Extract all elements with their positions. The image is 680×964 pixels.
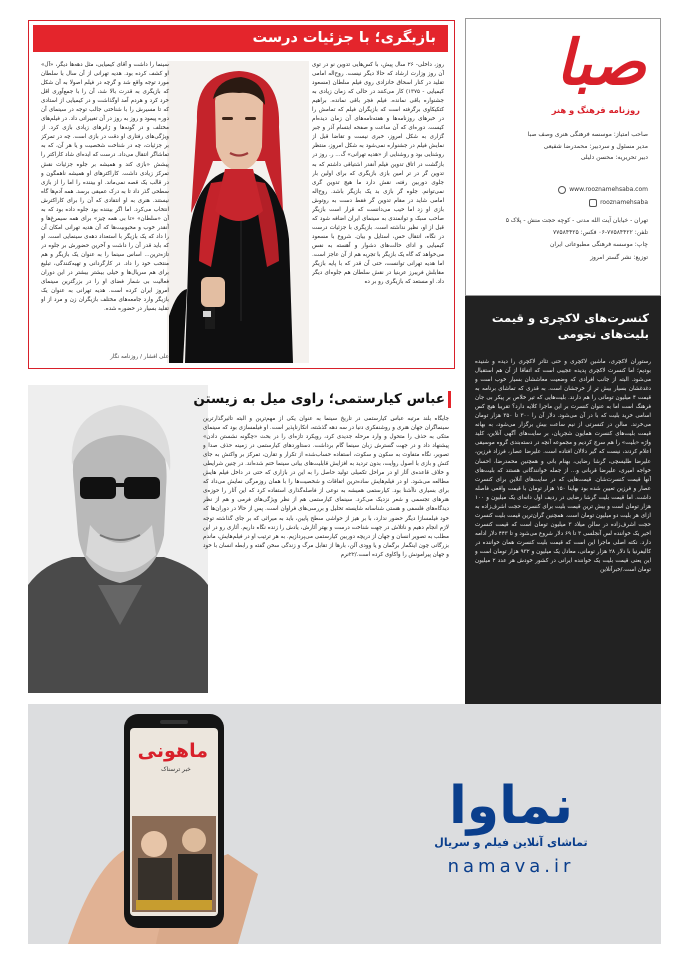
namava-url[interactable]: namava.ir — [447, 856, 575, 877]
concert-article — [465, 296, 661, 716]
logo-text: صبا — [555, 26, 646, 99]
masthead-chief: دبیر تحریریه: محسن دلیلی — [580, 154, 648, 162]
masthead-owner: صاحب امتیاز: موسسه فرهنگی هنری وصف صبا — [527, 131, 648, 138]
website-link[interactable]: www.rooznamehsaba.com — [569, 186, 648, 193]
phone-poster-subtitle: خبر ترسناک — [161, 766, 191, 773]
namava-tagline: تماشای آنلاین فیلم و سریال — [434, 836, 588, 849]
kiarostami-article — [28, 385, 455, 693]
masthead-social — [476, 183, 648, 209]
kiarostami-body: جایگاه بلند مرتبه عباس کیارستمی در تاریخ سینما به عنوان یکی از مهم‌ترین و البته تأثیرگذارترین سینماگران جهان هنری و روشنفکری دنیا در سه دهه گذشته، انکارناپذیر است. او فیلمسازی بود که سینمای متکی به حذف را متحول و وارد مرحله جدیدی کرد، رویکرد تازه‌ای را در بحث «چگونه نشستن دادن» پیشنهاد داد و در جهت گسترش زبان سینما گام برداشت. دستاوردهای کیارستمی در زمینه حذف صدا و تصویر، نگاه متفاوت به سکون و سکوت، استفاده حساب‌شده از تکرار و تقارن، تمرکز بر واکنش به جای کنش و بازی با اصول روایت، بدون تردید به افزایش قابلیت‌های بیانی سینما ختم شده‌اند. در چنین شرایطی و خلاف قاعده‌ی آثار او در مراحل تکمیلی تولید حاصل را به این در بازاری که حتی در داخل فیلم هایش مطالعه می‌شود. او در فیلم‌هایش ساده‌ترین اتفاقات و شخصیت‌ها را با همان روزمرگی نمایش می‌داد که برای بسیاری ناآشنا بود. کیارستمی همیشه به نوعی از فاصله‌گذاری استفاده کرد که این آثار را حوزه‌ی هنرهای تجسمی و شعر نزدیک می‌کرد. سینمای کیارستمی هم از نظر ویژگی‌های فرمی و هم از نظر دیدگاه‌های فلسفی و هستی شناسانه شایسته تحلیل و بررسی‌های فراوان است. پس از حالا در دوران‌ها که خود فیلمسازا دیگر حضور ندارد، با بر هیز از حواشی سطح پایین، باید به میراثی که بر جای گذاشته توجه لازم انجام دهیم و ناتلاش در جهت شناخت درست و بهتر آثارش، یادش را زنده نگاه داریم. آثاری رو در این مطلب به تصویر انسان و جهان از دریچه دوربین کیارستمی می‌پردازیم. به هر ترتیب او در فیلم‌هایش، ماندم بزرگانی چون اینگمار برگمان و یا وودی آلن، بارها از تقابل مرگ و زندگی سخن گفته و رابطه انسان با خود و جهان پیرامونش را واکاوی کرده است./۲۲نرم — [203, 416, 449, 558]
address-line: تهران - خیابان آیت الله مدنی - کوچه حجت منش - پلاک ۵ — [505, 217, 648, 224]
concert-headline: کنسرت‌های لاکچری و قیمت بلیت‌های نجومی — [491, 311, 649, 341]
hedieh-headline: بازیگری؛ با جزئیات درست — [33, 25, 448, 52]
saba-logo — [480, 26, 650, 119]
hedieh-author-credit: علی افشار / روزنامه نگار — [110, 354, 169, 360]
director-photo — [28, 385, 208, 693]
logo-subtitle: روزنامه فرهنگ و هنر — [551, 105, 640, 115]
masthead — [465, 18, 661, 296]
instagram-row[interactable] — [476, 196, 648, 209]
website-row[interactable] — [476, 183, 648, 196]
hedieh-body-right: روز، داخلی- ۲۶ سال پیش، با کس‌هایی تدوین نو در توی آن روز وزارت ارشاد که حالا دیگر نیست. روح‌اله امامی تقلید در کنار اسحاق خانزادی روی فیلم سلطان (مسعود کیمیایی - ۱۳۷۵) کار می‌کنند در حالی که زمان زیادی به جشنواره باقی نمانده. فیلم فجر باقی نمانده. براهیم کتکیکاوی برگرفته است که بازیگران فیلم که تمامش را در خبرهای روزنامه‌ها و هفته‌نامه‌های آن زمان دیده‌ام کیست. دوره‌ای که آن ساعت و صفحه ابتسام آذر و جبر گزاری به شکل امروز، خبری نیست و تقاضا قبل از نمایش فیلم در جشنواره نمی‌شود به شکل امروز، منتظر روشنایی بود و روشنایی از «هدیه تهرانی» گ... ر. روز در بازگشت در اتاق تدوین فیلم آنقدر اشتیاقی داشتم که به تدوین گر در تر امین بازی بازیگری که برای اولین بار جلوی دوربین رفته، نقش دارد ما هیچ تدوین گری نمی‌توانم. جلوه گر بازی بد یک بازیگر باشد. روح‌اله امامی شاید در مقام تدوین گر فقط دست به روتوش بازی او زد اما حیب می‌دانست که قرار است بازیگر صاحب سبک و توانمندی به سینمای ایران اضافه شود که قبل از او، نظیر نداشته است. بازیگری با جزئیات درست در نگاه، انتقال حس، استایل و بیان. شروع با مسعود کیمیایی و ادای حالت‌های دشوار و آهسته به نفس می‌خواهد که گاه یک بازیگر با تجربه هم از آن عاجز است. اما هدیه تهرانی توانست، حتی آن قدر که با پایه بازیگر مقابلش فریبرز عربنیا در نقش سلطان هم جلوه‌ای دیگر داد. او مستعد که بازیگری رو بر ده — [312, 62, 444, 286]
globe-icon — [558, 186, 566, 194]
masthead-address — [476, 215, 648, 264]
instagram-icon — [589, 199, 597, 207]
title-accent-bar — [448, 391, 451, 408]
masthead-credits — [476, 129, 648, 164]
masthead-editor: مدیر مسئول و سردبیر: محمدرضا شفیعی — [543, 142, 648, 150]
namava-logo: نماوا — [448, 776, 574, 836]
distribution-line: توزیع: نشر گستر امروز — [590, 253, 648, 261]
instagram-handle[interactable]: rooznamehsaba — [600, 199, 648, 206]
hedieh-article — [28, 20, 455, 369]
actress-photo — [167, 61, 309, 363]
concert-body: رستوران لاکچری، ماشین لاکچری و حتی تئاتر لاکچری را دیده و شنیده بودیم؛ اما کنسرت لاکچری پدیده عجیبی است که اتفاقا از آن هم استقبال می‌شود. البته از جانب افرادی که وضعیت معاششان بسیار خوب است و دغدغشان بسیار بیش تر از خرجشان است. به قدری که تماشای برنامه به قیمت ۴ میلیون تومانی را هم دارند. بلیت‌هایی که تیر خلاص بر پیکر بی جان فرهنگ است اما به عنوان کنسرت بر این ماجرا کلایه دارد؟ تقریبا هیچ کس اسامی خرید بلیت که با در آن می‌شود. دلار آن را ۳۰۰ تا ۳۵۰ هزار تومان می‌خرند. سالن در کنسرتی از نیم ساعت بیش برگزار می‌شود، به بهانه قیمت بلیت‌های کنسرت همایون شجریان، بر سایت‌های آگهی آنلاین، کلید واژه «بلیت» را هم سرچ کردیم و مجموعه آنچه در دسته‌بندی گروه موسیقی اعلام کردند، نیست که گیر دلالان افتاده است. علیرضا عصار، فرزاد فرزین، علیرضا طلیسچی، گرشا رضایی، بهنام بانی و همچنین محمدرضا، احسان خواجه امیری، علیرضا قربانی و... از جمله خوانندگانی هستند که بلیت‌های آنها قیمت کنسرت‌شان. قیمت‌هایی که در سایت‌های آنلاین برای کنسرت عصار و فرزین تعیین شده بود بهاینا ۱۵۰ هزار تومان با قیمت واقعی فاصله داشت. اما قیمت بلیت گرشا رضایی در ردیف اول دانه‌ای یک میلیون و ۱۰۰ هزار تومان است و بیش ترین قیمت بلیت برای کنسرت حجت اشرف‌زاده به ازای هر بلیت دو میلیون تومان است. همچنین گران‌ترین قیمت بلیت کنسرت حجت اشرف‌زاده در سالن میلاد ۳ میلیون تومان است که قیمت کنسرت اخیر یک خواننده لس آنجلسی ۳ تا ۶۹ دلار شروع می‌شود و تا ۴۴۳ دلار ادامه دارد. نکته اصلی ماجرا این است که قیمت بلیت کنسرت همان خواننده در کالیفرنیا با دلار ۲۸ هزار تومانی، معادل یک میلیون و ۹۳۲ هزار تومان است و این یعنی قیمت بلیت یک خواننده ایرانی در کشور خودش هر عدد ۲ میلیون تومان است./خبرآنلاین — [475, 359, 651, 574]
hedieh-body-left: سینما را داشت و آقای کیمیایی، مثل دهه‌ها دیگر، «آل» او کشف کرده بود. هدیه تهرانی از آن سال با سلطان مورد توجه واقع شد و گرچه در فیلم اصولا به آن شکل که بازیگری به قدرت بالا شد، آن را با جمع‌آوری اقل خرد کرد و هردم آمد اوگذاشت و در کیمیایی از استادی که تا مسیرش را با شناختی جالب توجه در سینمای آن دوره پیمود و روز به روز در آن تغییراتی داد. در فیلم‌های مختلف و در گونه‌ها و ژانرهای زیادی بازی کرد. از ویژگی‌های رفتاری او دقت در بازی است. چه در تمرکز بر جزئیات، چه در شناخت شخصیت و یا هر آن، که به تماشاگر انتقال می‌داد. درست که ایده‌ای شاد کاراکتر را پیشش «بازی کند و همیشه بر جلوه جزئیات نقش تمرکز زیادی داشت. کاراکترهای او همیشه ناهمگون و در قالب یک قصه نمی‌ماند. او بیننده را اما را از بازی سطحی گذر داد تا به درک عمیقی برسد. همه آدم‌ها گاه نیستند. هنری به او انتقادی که آن را برای کاراکترش انتخاب می‌کرد. اما اگر بیننده بود جلوه داده بود که به آن «سلطان» «تا بی همه چیز» برای همه سیمرغ‌ها و آنقدر خوب و محبوبیت‌ها که آن هدیه تهرانی امکان آن را داد که یک بازیگر با استعداد دهه‌ی سینمایی است. او که باید قدر آن را داشت و آخرین حضورش بر جلوه در تازه‌ترین... اساس سینما را به عنوان یک بازیگر و هم منتخب خود را داد. در کارگردانی و تهیه‌کنندگی، تبلیغ برای هم سریال‌ها و خیلی بیشتر بیشتر در این دوران فعالیت بی شمار فضای او را در بزرگترین سینمای امروز ایران کرده است. هدیه تهرانی به عنوان یک بازیگر وارد جامعه‌های مختلف بازیگران زن و مرد از او تقلید بسیار در حضوره شده. — [41, 62, 169, 313]
printer-line: چاپ: موسسه فرهنگی مطبوعاتی ایران — [549, 241, 648, 249]
phone-poster-title: ماهونی — [137, 740, 208, 762]
phone-line: تلفن: ۷۷۵۸۴۴۲۲-۰۶ فکس: ۷۷۵۸۴۴۲۵ — [552, 229, 648, 237]
kiarostami-headline: عباس کیارستمی؛ راوی میل به زیستن — [193, 391, 445, 407]
namava-advertisement[interactable] — [28, 704, 661, 944]
